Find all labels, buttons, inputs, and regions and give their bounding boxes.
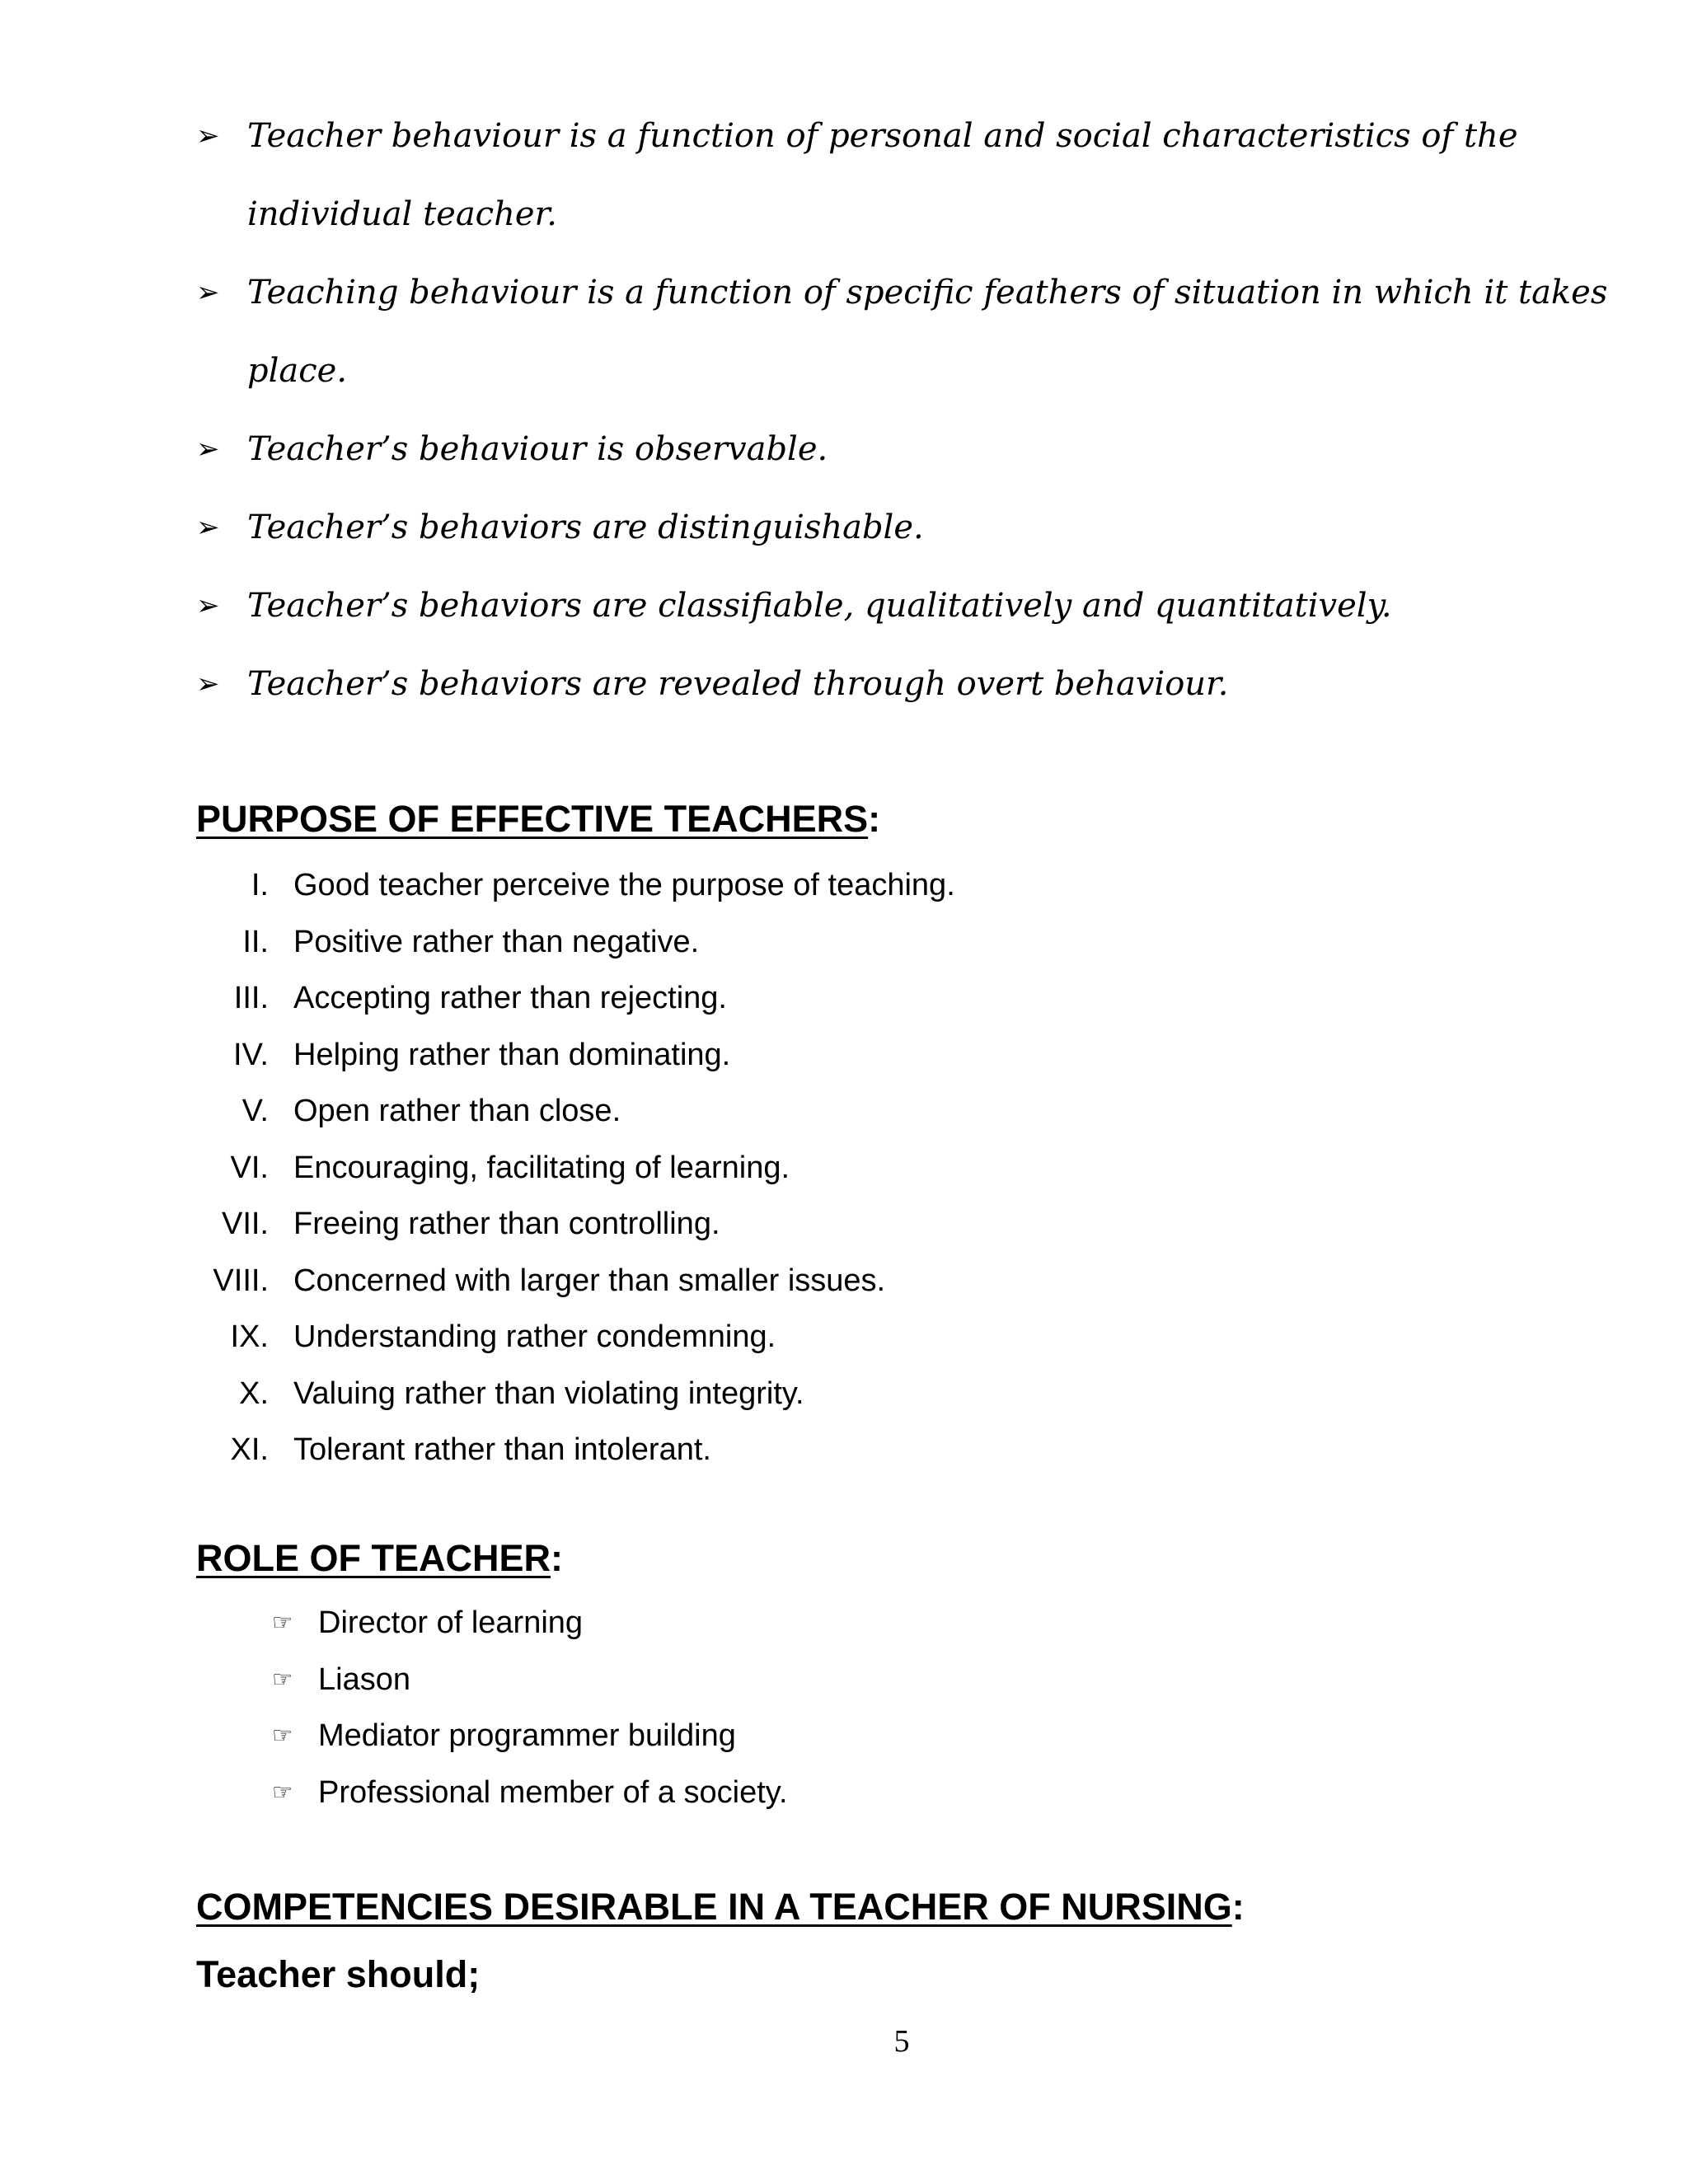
purpose-text: Freeing rather than controlling. [293,1207,720,1241]
list-item [272,1708,788,1765]
list-item [272,1652,788,1708]
roman-numeral: VI. [230,1150,269,1185]
list-item [196,1253,955,1310]
role-heading-text: ROLE OF TEACHER [196,1537,551,1579]
role-list [272,1595,788,1821]
arrow-bullet-icon: ➢ [196,433,220,466]
list-item [196,410,1630,489]
role-heading [196,1537,563,1580]
list-item [196,489,1630,567]
list-item [196,1140,955,1197]
list-item [196,1196,955,1253]
roman-numeral: I. [251,868,269,902]
purpose-text: Open rather than close. [293,1094,621,1128]
list-item [196,567,1630,645]
purpose-text: Encouraging, facilitating of learning. [293,1150,790,1185]
list-item [196,857,955,914]
roman-numeral: IV. [233,1037,269,1072]
pointing-hand-icon: ☞ [272,1778,293,1806]
pointing-hand-icon: ☞ [272,1609,293,1636]
purpose-list [196,857,955,1479]
behaviour-text: Teacher’s behaviors are revealed through overt behaviour. [247,665,1229,703]
roman-numeral: II. [242,924,269,959]
purpose-text: Concerned with larger than smaller issues. [293,1263,886,1298]
purpose-text: Good teacher perceive the purpose of teaching. [293,868,955,902]
roman-numeral: V. [241,1094,269,1128]
competencies-heading-text: COMPETENCIES DESIRABLE IN A TEACHER OF NURSING [196,1886,1232,1928]
list-item [196,970,955,1027]
role-text: Professional member of a society. [318,1774,788,1810]
roman-numeral: XI. [230,1432,269,1467]
role-text: Mediator programmer building [318,1718,736,1753]
list-item [196,1422,955,1479]
list-item [272,1765,788,1821]
arrow-bullet-icon: ➢ [196,276,220,309]
purpose-text: Positive rather than negative. [293,924,700,959]
list-item [196,1309,955,1366]
behaviour-text: Teacher’s behaviour is observable. [247,430,828,468]
arrow-bullet-icon: ➢ [196,589,220,622]
list-item [196,914,955,971]
behaviour-text: Teacher behaviour is a function of personal and social characteristics of the individual teacher. [247,117,1518,233]
list-item [196,97,1630,254]
behaviour-text: Teacher’s behaviors are classifiable, qualitatively and quantitatively. [247,587,1392,625]
behaviour-list [196,97,1630,724]
roman-numeral: VII. [221,1207,269,1241]
list-item [196,254,1630,410]
behaviour-text: Teacher’s behaviors are distinguishable. [247,509,924,546]
arrow-bullet-icon: ➢ [196,120,220,152]
list-item [196,1366,955,1422]
role-text: Liason [318,1661,410,1697]
list-item [196,645,1630,724]
list-item [272,1595,788,1652]
purpose-heading [196,798,880,841]
purpose-text: Helping rather than dominating. [293,1037,731,1072]
competencies-heading [196,1886,1245,1929]
pointing-hand-icon: ☞ [272,1665,293,1693]
roman-numeral: X. [239,1376,269,1411]
pointing-hand-icon: ☞ [272,1722,293,1749]
roman-numeral: III. [233,981,269,1015]
heading-colon: : [1231,1886,1245,1928]
list-item [196,1083,955,1140]
purpose-heading-text: PURPOSE OF EFFECTIVE TEACHERS [196,798,869,840]
roman-numeral: IX. [230,1319,269,1354]
purpose-text: Understanding rather condemning. [293,1319,776,1354]
behaviour-text: Teaching behaviour is a function of specific feathers of situation in which it takes place. [247,274,1608,390]
list-item [196,1027,955,1084]
arrow-bullet-icon: ➢ [196,511,220,544]
competencies-subheading: Teacher should; [196,1953,481,1995]
heading-colon: : [551,1537,564,1579]
purpose-text: Tolerant rather than intolerant. [293,1432,711,1467]
page-number: 5 [893,2024,910,2059]
roman-numeral: VIII. [213,1263,269,1298]
heading-colon: : [868,798,881,840]
arrow-bullet-icon: ➢ [196,668,220,701]
purpose-text: Valuing rather than violating integrity. [293,1376,804,1411]
purpose-text: Accepting rather than rejecting. [293,981,727,1015]
role-text: Director of learning [318,1605,584,1640]
